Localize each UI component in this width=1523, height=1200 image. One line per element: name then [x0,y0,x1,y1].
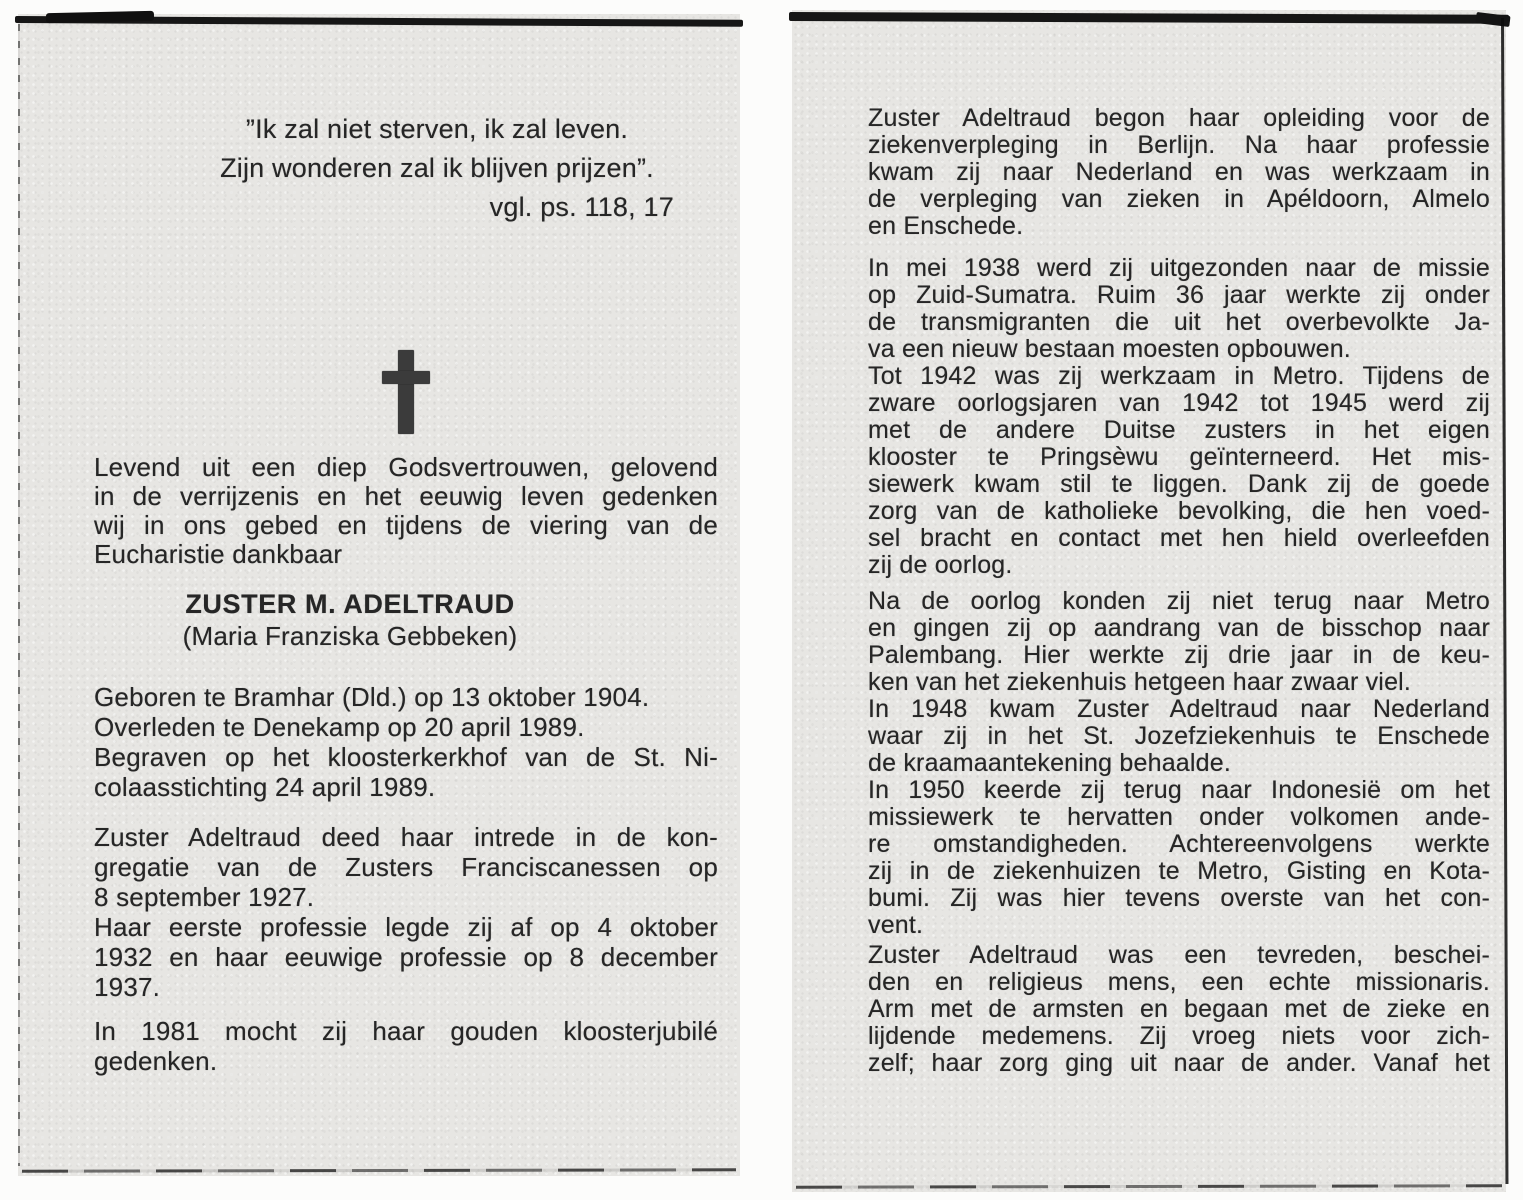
scan-edge-top [789,12,1509,24]
text-line: de kraamaantekening behaalde. [868,749,1232,777]
text-line: en Enschede. [868,212,1024,240]
mission-paragraph [868,255,1490,579]
text-line: Overleden te Denekamp op 20 april 1989. [94,712,585,742]
scan-edge-bottom [796,1184,1502,1188]
text-line: zorg van de katholieke bevolking, die hen voed- [868,497,1490,525]
quote-line: ”Ik zal niet sterven, ik zal leven. [245,114,629,144]
text-line: siewerk kwam stil te liggen. Dank zij de goede [868,470,1490,498]
text-line: sel bracht en contact met hen hield overleefden [868,524,1490,552]
text-line: wij in ons gebed en tijdens de viering van de [94,510,718,540]
text-line: gedenken. [94,1046,218,1076]
text-line: Zuster Adeltraud was een tevreden, beschei- [868,941,1490,969]
text-line: In 1981 mocht zij haar gouden kloosterjubilé [94,1016,718,1046]
text-line: Palembang. Hier werkte zij drie jaar in de keu- [868,641,1490,669]
text-line: zelf; haar zorg ging uit naar de ander. Vanaf het [868,1049,1490,1077]
text-line: Geboren te Bramhar (Dld.) op 13 oktober 1904. [94,682,650,712]
text-line: Na de oorlog konden zij niet terug naar Metro [868,587,1490,615]
postwar-paragraph [868,588,1490,939]
text-line: ken van het ziekenhuis hetgeen haar zwaar viel. [868,668,1412,696]
text-line: colaasstichting 24 april 1989. [94,772,436,802]
text-line: 8 september 1927. [94,882,315,912]
latin-cross-icon [382,350,430,434]
text-line: den en religieus mens, een echte missionaris. [868,968,1490,996]
text-line: Zuster Adeltraud deed haar intrede in de kon- [94,822,718,852]
text-line: zij de oorlog. [868,551,1013,579]
text-line: 1937. [94,972,161,1002]
text-line: Arm met de armsten en begaan met de zieke en [868,995,1490,1023]
text-line: klooster te Pringsèwu geïnterneerd. Het mis- [868,443,1490,471]
text-line: vent. [868,911,924,939]
text-line: zij in de ziekenhuizen te Metro, Gisting en Kota- [868,857,1490,885]
text-line: va een nieuw bestaan moesten opbouwen. [868,335,1351,363]
deceased-name-block [50,588,650,652]
text-line: re omstandigheden. Achtereenvolgens werkte [868,830,1490,858]
quote-attribution: vgl. ps. 118, 17 [489,192,674,222]
text-line: met de andere Duitse zusters in het eigen [868,416,1490,444]
text-line: op Zuid-Sumatra. Ruim 36 jaar werkte zij onder [868,281,1490,309]
text-line: de transmigranten die uit het overbevolkte Ja- [868,308,1490,336]
text-line: gregatie van de Zusters Franciscanessen op [94,852,718,882]
character-paragraph [868,942,1490,1077]
text-line: in de verrijzenis en het eeuwig leven gedenken [94,481,718,511]
text-line: In 1948 kwam Zuster Adeltraud naar Nederland [868,695,1490,723]
right-page [792,10,1506,1192]
cross-horizontal-bar [382,371,430,384]
scan-edge-right [1501,18,1508,1184]
text-line: ziekenverpleging in Berlijn. Na haar professie [868,131,1490,159]
text-line: Haar eerste professie legde zij af op 4 oktober [94,912,718,942]
education-paragraph [868,105,1490,240]
text-line: kwam zij naar Nederland en was werkzaam in [868,158,1490,186]
intro-paragraph [94,453,718,569]
text-line: de verpleging van zieken in Apéldoorn, Almelo [868,185,1490,213]
text-line: Tot 1942 was zij werkzaam in Metro. Tijdens de [868,362,1490,390]
text-line: zware oorlogsjaren van 1942 tot 1945 werd zij [868,389,1490,417]
text-line: lijdende medemens. Zij vroeg niets voor zich- [868,1022,1490,1050]
scan-edge-left [18,24,20,1166]
text-line: en gingen zij op aandrang van de bisschop naar [868,614,1490,642]
left-page [18,14,740,1176]
cross-vertical-bar [398,350,414,434]
text-line: 1932 en haar eeuwige professie op 8 december [94,942,718,972]
text-line: bumi. Zij was hier tevens overste van het con- [868,884,1490,912]
psalm-quote [190,110,684,227]
birth-name: (Maria Franziska Gebbeken) [182,621,518,651]
quote-line: Zijn wonderen zal ik blijven prijzen”. [220,153,654,183]
life-dates-paragraph [94,682,718,802]
profession-paragraph [94,822,718,1002]
text-line: Levend uit een diep Godsvertrouwen, gelovend [94,452,718,482]
text-line: Eucharistie dankbaar [94,539,343,569]
text-line: waar zij in het St. Jozefziekenhuis te Enschede [868,722,1490,750]
text-line: In mei 1938 werd zij uitgezonden naar de missie [868,254,1490,282]
text-line: missiewerk te hervatten onder volkomen ande- [868,803,1490,831]
text-line: In 1950 keerde zij terug naar Indonesië om het [868,776,1490,804]
scan-edge-bottom [22,1168,736,1172]
text-line: Begraven op het kloosterkerkhof van de St. Ni- [94,742,718,772]
jubilee-paragraph [94,1016,718,1076]
deceased-name: ZUSTER M. ADELTRAUD [185,589,515,619]
text-line: Zuster Adeltraud begon haar opleiding voor de [868,104,1490,132]
